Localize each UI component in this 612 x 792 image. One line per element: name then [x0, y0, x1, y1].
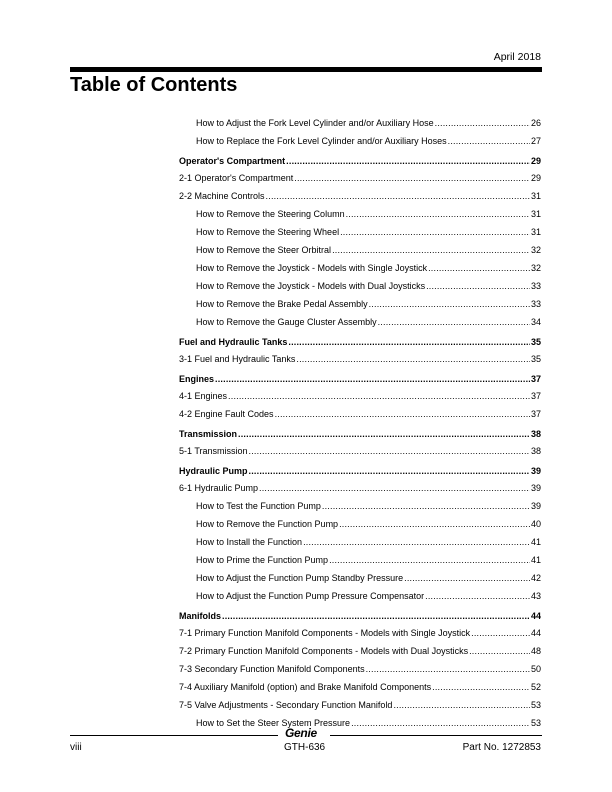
toc-entry-label: 4-1 Engines: [179, 391, 228, 401]
toc-chapter-entry[interactable]: [179, 608, 541, 624]
toc-entry-label: 7-4 Auxiliary Manifold (option) and Brake Manifold Components: [179, 682, 432, 692]
toc-entry-page: 41: [530, 555, 541, 565]
dot-leader: [286, 153, 530, 169]
toc-entry-page: 37: [530, 409, 541, 419]
dot-leader: [366, 660, 530, 678]
toc-entry[interactable]: [179, 624, 541, 642]
dot-leader: [471, 624, 530, 642]
toc-entry-label: How to Remove the Gauge Cluster Assembly: [196, 317, 377, 327]
toc-entry-page: 32: [530, 263, 541, 273]
toc-entry[interactable]: [179, 205, 541, 223]
toc-entry[interactable]: [179, 241, 541, 259]
toc-entry-label: How to Adjust the Fork Level Cylinder and/or Auxiliary Hose: [196, 118, 434, 128]
table-of-contents: [179, 114, 541, 732]
toc-entry-label: How to Remove the Steering Wheel: [196, 227, 340, 237]
toc-entry[interactable]: [179, 714, 541, 732]
toc-entry[interactable]: [179, 533, 541, 551]
toc-chapter-entry[interactable]: [179, 334, 541, 350]
toc-entry[interactable]: [179, 259, 541, 277]
header-rule: [70, 67, 542, 72]
toc-entry-label: How to Test the Function Pump: [196, 501, 321, 511]
toc-entry[interactable]: [179, 642, 541, 660]
toc-entry-label: How to Adjust the Function Pump Standby Pressure: [196, 573, 404, 583]
toc-entry-page: 37: [530, 391, 541, 401]
toc-entry[interactable]: [179, 569, 541, 587]
toc-entry-page: 31: [530, 191, 541, 201]
toc-entry[interactable]: [179, 295, 541, 313]
dot-leader: [404, 569, 530, 587]
toc-entry[interactable]: [179, 114, 541, 132]
dot-leader: [303, 533, 530, 551]
dot-leader: [435, 114, 530, 132]
dot-leader: [332, 241, 530, 259]
toc-entry[interactable]: [179, 442, 541, 460]
dot-leader: [426, 277, 530, 295]
dot-leader: [378, 313, 530, 331]
toc-entry-page: 53: [530, 718, 541, 728]
toc-entry[interactable]: [179, 479, 541, 497]
toc-entry[interactable]: [179, 350, 541, 368]
toc-entry-page: 38: [530, 446, 541, 456]
toc-entry[interactable]: [179, 132, 541, 150]
footer-model: GTH-636: [284, 742, 326, 753]
toc-chapter-entry[interactable]: [179, 426, 541, 442]
toc-entry[interactable]: [179, 551, 541, 569]
toc-entry[interactable]: [179, 660, 541, 678]
toc-entry-page: 31: [530, 209, 541, 219]
toc-entry-page: 39: [530, 466, 541, 476]
toc-entry[interactable]: [179, 678, 541, 696]
toc-entry-page: 52: [530, 682, 541, 692]
toc-entry-label: How to Set the Steer System Pressure: [196, 718, 351, 728]
dot-leader: [425, 587, 530, 605]
dot-leader: [351, 714, 530, 732]
toc-entry-label: 6-1 Hydraulic Pump: [179, 483, 259, 493]
toc-entry-page: 44: [530, 611, 541, 621]
dot-leader: [428, 259, 530, 277]
dot-leader: [275, 405, 530, 423]
dot-leader: [322, 497, 530, 515]
toc-entry-label: How to Install the Function: [196, 537, 303, 547]
toc-entry-label: 7-3 Secondary Function Manifold Components: [179, 664, 365, 674]
dot-leader: [346, 205, 530, 223]
dot-leader: [340, 223, 530, 241]
toc-entry-page: 48: [530, 646, 541, 656]
dot-leader: [222, 608, 530, 624]
dot-leader: [294, 169, 530, 187]
toc-entry-page: 34: [530, 317, 541, 327]
toc-entry-page: 33: [530, 299, 541, 309]
toc-entry-label: How to Remove the Joystick - Models with Single Joystick: [196, 263, 428, 273]
toc-entry-page: 41: [530, 537, 541, 547]
dot-leader: [369, 295, 530, 313]
footer-part-number: Part No. 1272853: [462, 742, 541, 753]
toc-entry-label: 7-2 Primary Function Manifold Components - Models with Dual Joysticks: [179, 646, 469, 656]
page-title: Table of Contents: [70, 74, 238, 96]
dot-leader: [393, 696, 530, 714]
toc-entry-label: 2-2 Machine Controls: [179, 191, 265, 201]
footer-page-number: viii: [70, 742, 82, 753]
toc-entry-page: 37: [530, 374, 541, 384]
toc-entry-page: 38: [530, 429, 541, 439]
toc-entry-page: 35: [530, 337, 541, 347]
dot-leader: [448, 132, 530, 150]
toc-entry-label: Operator's Compartment: [179, 156, 286, 166]
toc-entry-label: Fuel and Hydraulic Tanks: [179, 337, 288, 347]
toc-entry[interactable]: [179, 515, 541, 533]
toc-entry-label: 7-1 Primary Function Manifold Components - Models with Single Joystick: [179, 628, 471, 638]
genie-logo: Genie: [285, 726, 317, 740]
toc-entry-label: How to Adjust the Function Pump Pressure Compensator: [196, 591, 425, 601]
toc-entry-label: How to Remove the Steer Orbitral: [196, 245, 332, 255]
toc-entry-page: 39: [530, 483, 541, 493]
toc-entry-label: How to Remove the Joystick - Models with Dual Joysticks: [196, 281, 426, 291]
footer-rule-left: [70, 735, 278, 736]
toc-entry[interactable]: [179, 405, 541, 423]
dot-leader: [339, 515, 530, 533]
toc-entry-label: How to Remove the Brake Pedal Assembly: [196, 299, 368, 309]
dot-leader: [296, 350, 530, 368]
toc-entry[interactable]: [179, 223, 541, 241]
dot-leader: [259, 479, 530, 497]
toc-chapter-entry[interactable]: [179, 153, 541, 169]
toc-entry-page: 39: [530, 501, 541, 511]
toc-entry-label: 5-1 Transmission: [179, 446, 248, 456]
toc-entry-page: 42: [530, 573, 541, 583]
dot-leader: [228, 387, 530, 405]
toc-entry-label: Hydraulic Pump: [179, 466, 248, 476]
toc-entry-label: 4-2 Engine Fault Codes: [179, 409, 274, 419]
toc-entry-label: 7-5 Valve Adjustments - Secondary Function Manifold: [179, 700, 393, 710]
toc-chapter-entry[interactable]: [179, 463, 541, 479]
dot-leader: [432, 678, 530, 696]
toc-entry[interactable]: [179, 313, 541, 331]
toc-entry-page: 27: [530, 136, 541, 146]
toc-entry-page: 53: [530, 700, 541, 710]
toc-entry-page: 33: [530, 281, 541, 291]
toc-entry-page: 31: [530, 227, 541, 237]
dot-leader: [288, 334, 530, 350]
toc-entry-page: 50: [530, 664, 541, 674]
toc-entry-page: 26: [530, 118, 541, 128]
dot-leader: [329, 551, 530, 569]
toc-entry-label: How to Remove the Steering Column: [196, 209, 345, 219]
dot-leader: [215, 371, 530, 387]
toc-entry-page: 35: [530, 354, 541, 364]
toc-entry-page: 43: [530, 591, 541, 601]
toc-entry-label: 3-1 Fuel and Hydraulic Tanks: [179, 354, 296, 364]
toc-chapter-entry[interactable]: [179, 371, 541, 387]
toc-entry-label: 2-1 Operator's Compartment: [179, 173, 294, 183]
toc-entry-label: Transmission: [179, 429, 238, 439]
toc-entry-page: 29: [530, 173, 541, 183]
toc-entry[interactable]: [179, 587, 541, 605]
toc-entry[interactable]: [179, 169, 541, 187]
dot-leader: [249, 442, 530, 460]
toc-entry-page: 40: [530, 519, 541, 529]
toc-entry[interactable]: [179, 187, 541, 205]
toc-entry-label: How to Remove the Function Pump: [196, 519, 339, 529]
toc-entry-page: 29: [530, 156, 541, 166]
toc-entry[interactable]: [179, 696, 541, 714]
dot-leader: [249, 463, 530, 479]
toc-entry[interactable]: [179, 277, 541, 295]
toc-entry-label: Manifolds: [179, 611, 221, 621]
toc-entry-label: How to Replace the Fork Level Cylinder and/or Auxiliary Hoses: [196, 136, 447, 146]
toc-entry-label: How to Prime the Function Pump: [196, 555, 329, 565]
toc-entry[interactable]: [179, 387, 541, 405]
dot-leader: [469, 642, 530, 660]
toc-entry-page: 32: [530, 245, 541, 255]
date: April 2018: [493, 51, 541, 63]
toc-entry[interactable]: [179, 497, 541, 515]
toc-entry-label: Engines: [179, 374, 215, 384]
footer-rule-right: [330, 735, 542, 736]
dot-leader: [266, 187, 530, 205]
toc-entry-page: 44: [530, 628, 541, 638]
dot-leader: [238, 426, 530, 442]
